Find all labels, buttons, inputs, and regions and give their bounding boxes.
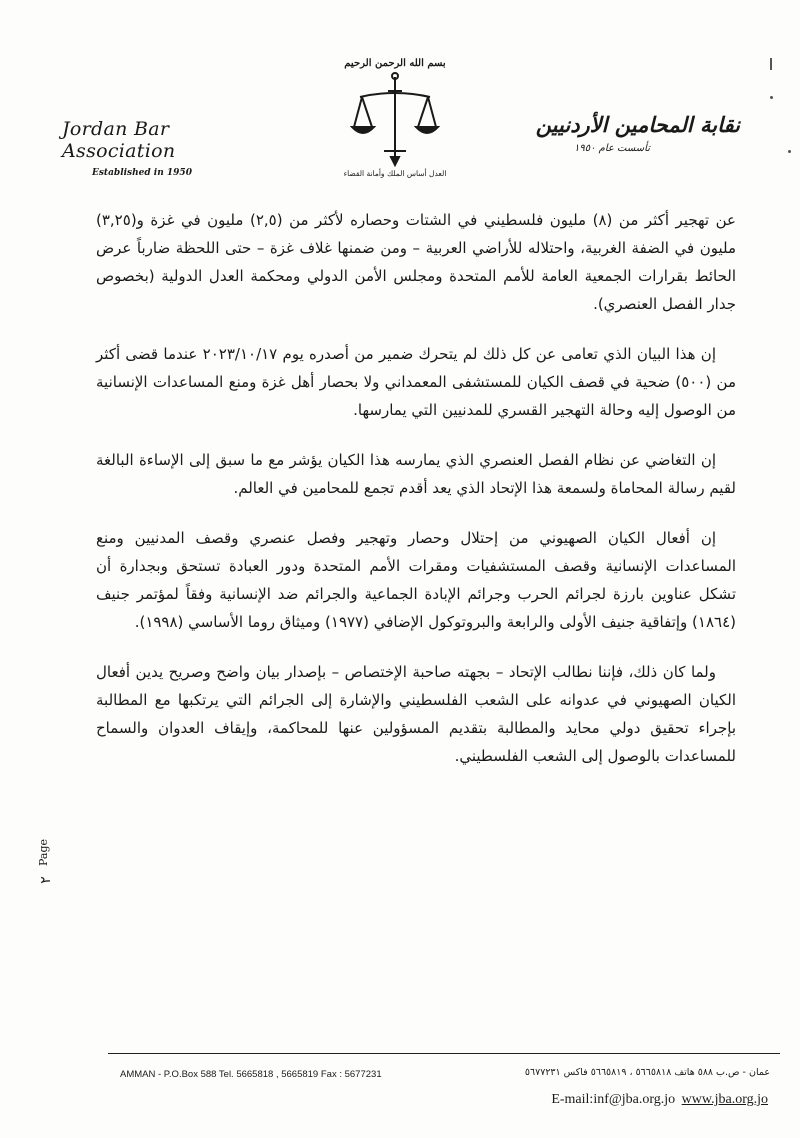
body-paragraph-3: إن التغاضي عن نظام الفصل العنصري الذي يمارسه هذا الكيان يؤشر مع ما سبق إلى الإساءة البالغة لقيم رسالة المحاماة ولسمعة هذا الإتحاد الذي يعد أقدم تجمع للمحامين في العالم. [96,451,736,497]
basmala: بسم الله الرحمن الرحيم [344,58,446,69]
page-label: Page [37,838,51,867]
letter-body [96,206,736,792]
footer-divider [108,1053,780,1054]
body-paragraph-2: إن هذا البيان الذي تعامى عن كل ذلك لم يتحرك ضمير من أصدره يوم ٢٠٢٣/١٠/١٧ عندما قضى أكثر من (٥٠٠) ضحية في قصف الكيان للمستشفى المعمداني ولا بحصار أهل غزة ومنع المساعدات الإنسانية من الوصول إليه وحالة التهجير القسري للمدنيين التي يمارسها. [96,345,736,419]
footer-email[interactable]: E-mail:inf@jba.org.jo [551,1092,676,1107]
scales-of-justice-icon [350,71,440,167]
footer-contact [551,1092,768,1108]
arabic-established: تأسست عام ١٩٥٠ [574,143,650,154]
letterhead-english [62,118,282,178]
page-number-marker [38,832,62,892]
body-paragraph-5: ولما كان ذلك، فإننا نطالب الإتحاد – بجهته صاحبة الإختصاص – بإصدار بيان واضح وصريح يدين أفعال الكيان الصهيوني في عدوانه على الشعب الفلسطيني والإشارة إلى الجرائم التي يرتكبها مع المطالبة بإجراء تحقيق دولي محايد والمطالبة بتقديم المسؤولين عنها للمحاكمة، وإيقاف العدوان والسماح للمساعدات بالوصول إلى الشعب الفلسطيني. [96,663,736,765]
scan-mark [770,58,772,70]
footer-website-link[interactable]: www.jba.org.jo [681,1092,768,1107]
scan-mark [770,96,773,99]
emblem-motto: العدل أساس الملك وأمانة القضاء [343,169,447,178]
page-number: ٢ [37,876,54,884]
arabic-association-name: نقابة المحامين الأردنيين [535,112,740,137]
english-established: Established in 1950 [92,168,192,178]
footer-english-address: AMMAN - P.O.Box 588 Tel. 5665818 , 5665819 Fax : 5677231 [120,1069,382,1080]
letterhead-arabic [480,112,740,154]
footer-arabic-address: عمان - ص.ب ٥٨٨ هاتف ٥٦٦٥٨١٨ ، ٥٦٦٥٨١٩ فاكس ٥٦٧٧٢٣١ [524,1067,770,1078]
body-paragraph-1: عن تهجير أكثر من (٨) مليون فلسطيني في الشتات وحصاره لأكثر من (٢,٥) مليون في غزة و(٣,٢٥) مليون في الضفة الغربية، واحتلاله للأراضي العربية – ومن ضمنها غلاف غزة – حتى اللحظة ضارباً عرض الحائط بقرارات الجمعية العامة للأمم المتحدة ومجلس الأمن الدولي ومحكمة العدل الدولية (بخصوص جدار الفصل العنصري). [96,211,736,313]
scan-mark [788,150,791,153]
english-association-name: Jordan Bar Association [62,118,176,162]
body-paragraph-4: إن أفعال الكيان الصهيوني من إحتلال وحصار وتهجير وفصل عنصري وقصف المدنيين ومنع المساعدات الإنسانية وقصف المستشفيات ومقرات الأمم المتحدة ودور العبادة تستحق وبجدارة أن تشكل عناوين بارزة لجرائم الحرب وجرائم الإبادة الجماعية والجرائم ضد الإنسانية وفقاً لمؤتمر جنيف (١٨٦٤) وإتفاقية جنيف الأولى والرابعة والبروتوكول الإضافي (١٩٧٧) وميثاق روما الأساسي (١٩٩٨). [96,529,736,631]
letterhead-emblem [340,58,450,198]
